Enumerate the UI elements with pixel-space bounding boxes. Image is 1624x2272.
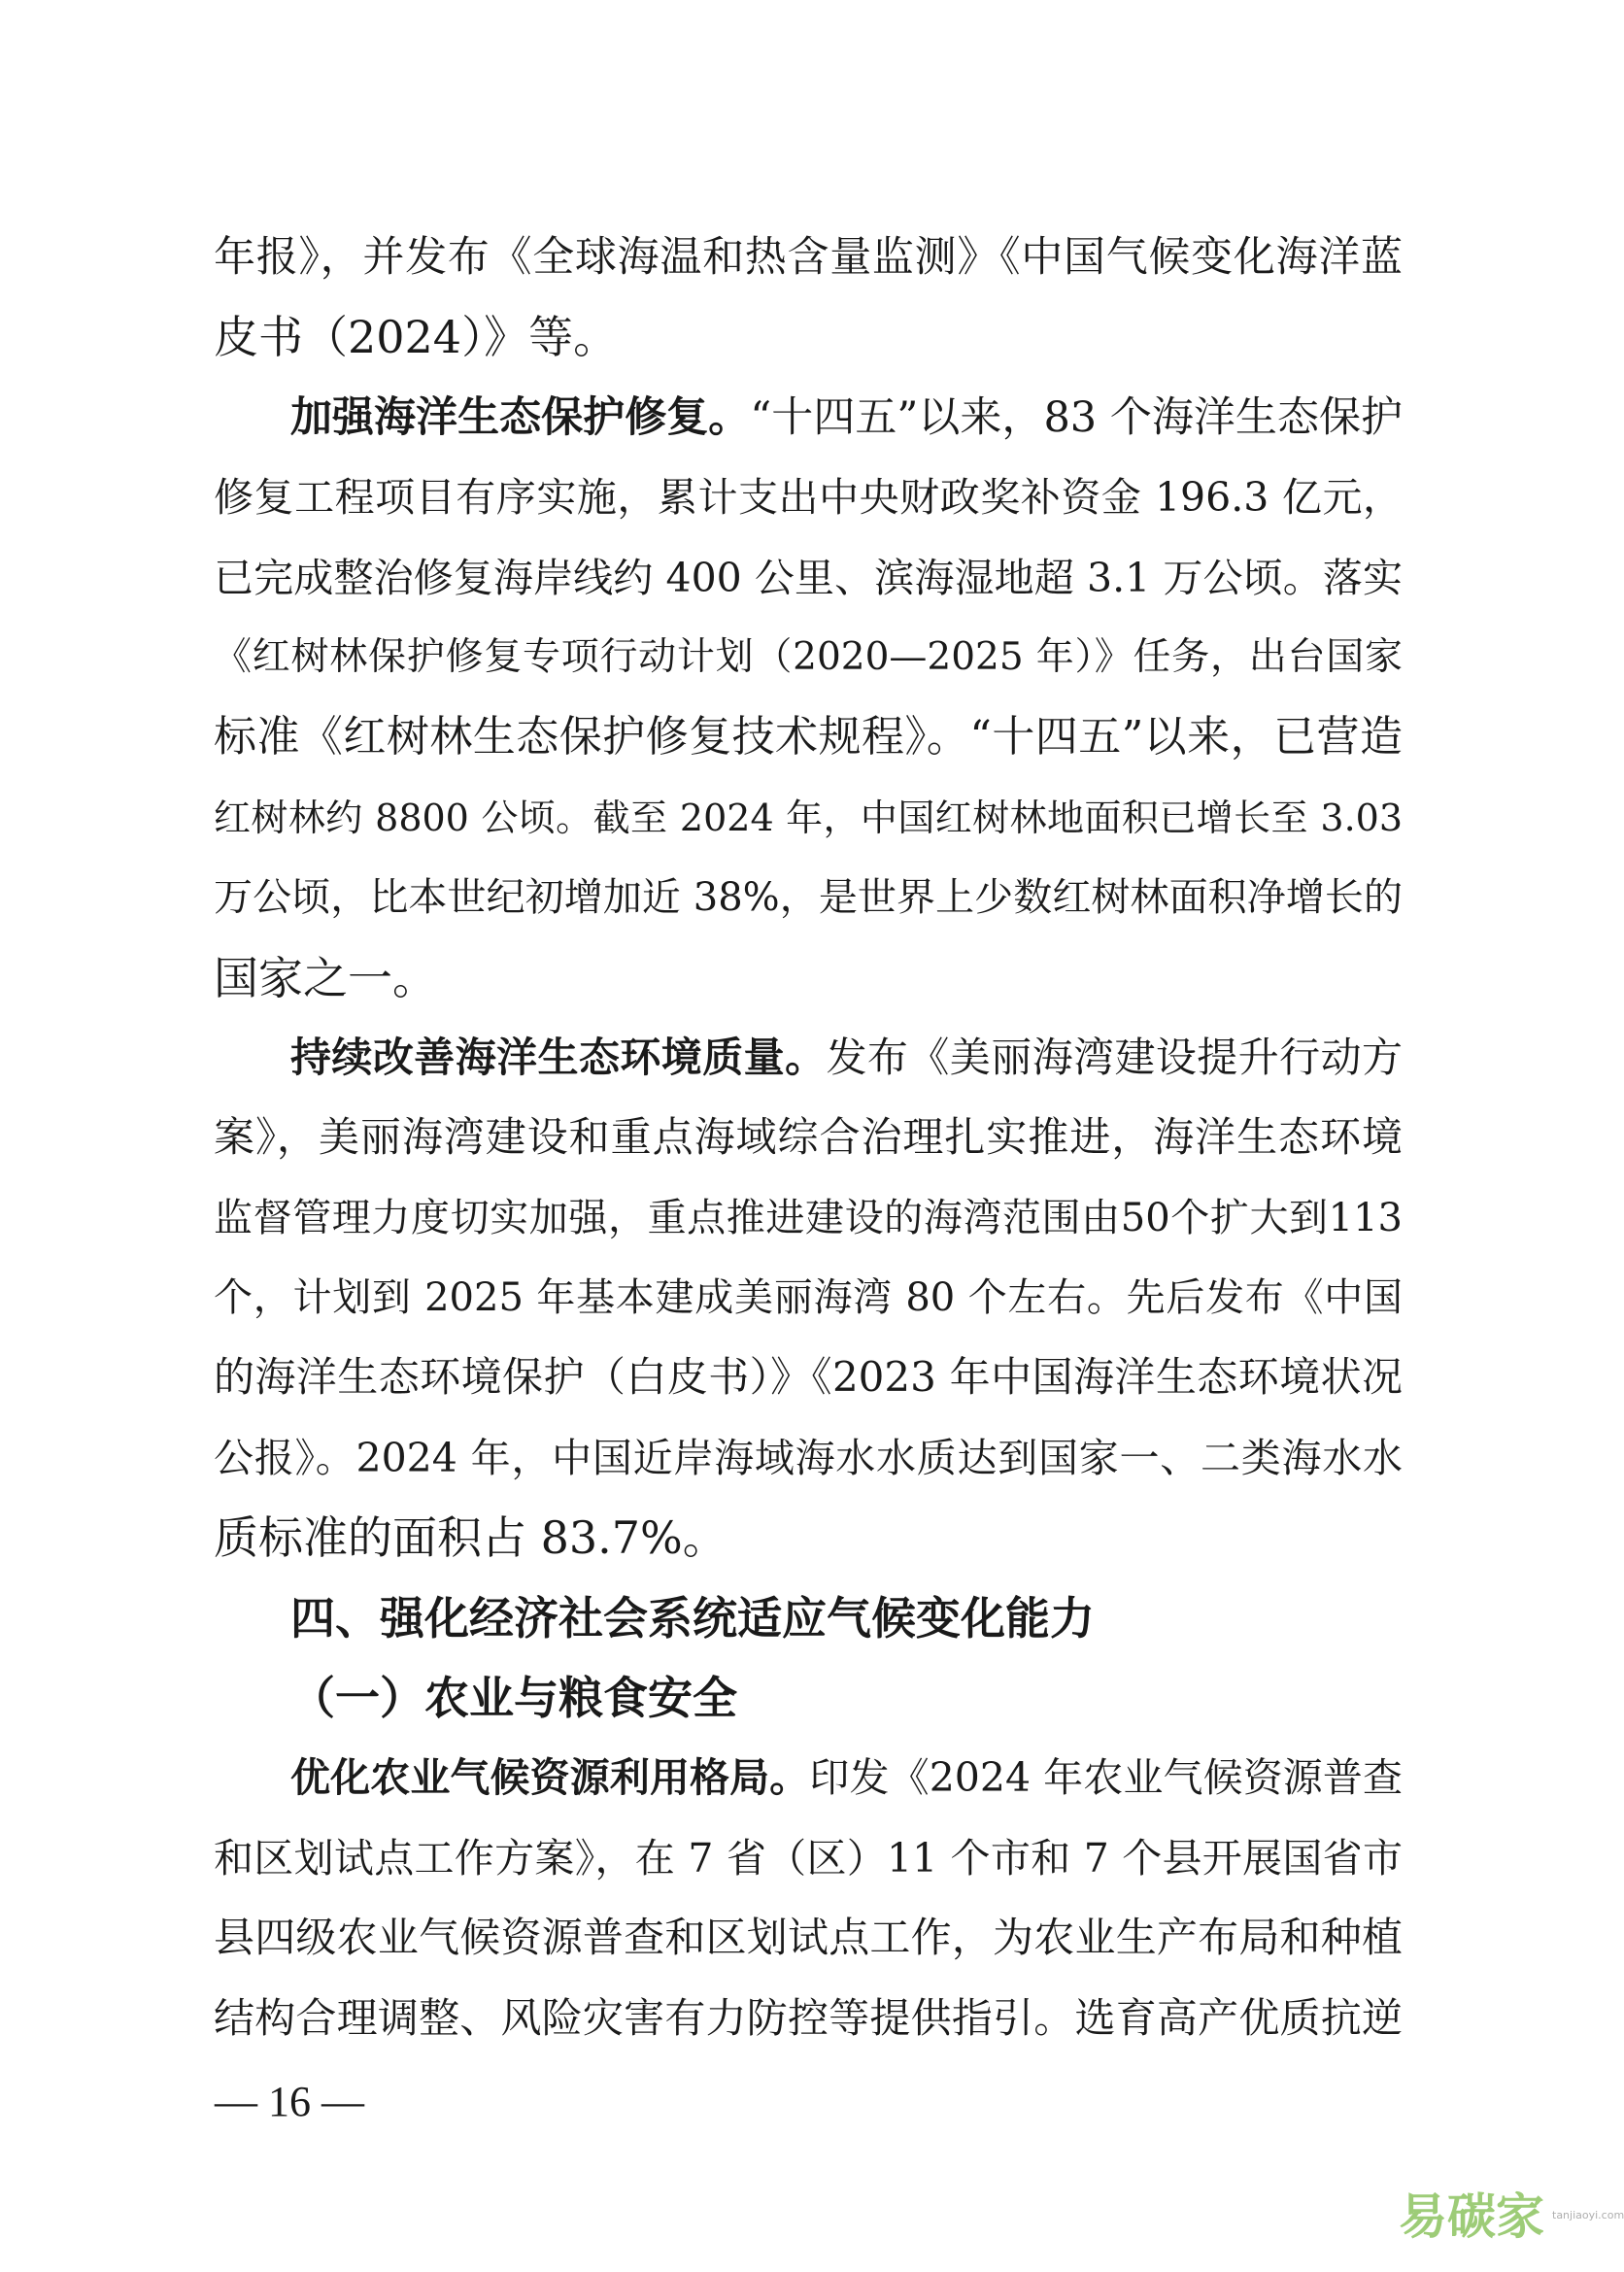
text-line: 公报》。2024 年，中国近岸海域海水水质达到国家一、二类海水水 [214,1434,1403,1481]
text-line: 《红树林保护修复专项行动计划（2020—2025 年）》任务，出台国家 [214,634,1403,679]
text-line-content: 发布《美丽海湾建设提升行动方 [826,1033,1403,1081]
text-line: 修复工程项目有序实施，累计支出中央财政奖补资金 196.3 亿元， [214,474,1403,522]
text-line: 红树林约 8800 公顷。截至 2024 年，中国红树林地面积已增长至 3.03 [214,796,1403,839]
text-line: 标准《红树林生态保护修复技术规程》。“十四五”以来，已营造 [214,712,1403,763]
text-line: 和区划试点工作方案》，在 7 省（区）11 个市和 7 个县开展国省市 [214,1834,1403,1882]
watermark-logo [1399,2187,1624,2252]
text-line-content: “十四五”以来，83 个海洋生态保护 [750,392,1404,442]
text-line: 年报》，并发布《全球海温和热含量监测》《中国气候变化海洋蓝 [214,233,1403,282]
paragraph-first-line [290,1018,1403,1098]
watermark-brand: 易碳家 [1399,2188,1544,2245]
text-line-content: 印发《2024 年农业气候资源普查 [809,1754,1404,1802]
text-line: 国家之一。 [214,951,437,1004]
paragraph-lead: 优化农业气候资源利用格局。 [290,1754,810,1802]
subsection-heading: （一）农业与粮食安全 [290,1672,737,1725]
text-line: 已完成整治修复海岸线约 400 公里、滨海湿地超 3.1 万公顷。落实 [214,554,1403,601]
section-heading: 四、强化经济社会系统适应气候变化能力 [290,1591,1095,1645]
text-line: 结构合理调整、风险灾害有力防控等提供指引。选育高产优质抗逆 [214,1993,1403,2042]
watermark-domain: tanjiaoyi.com [1552,2209,1624,2221]
text-line: 质标准的面积占 83.7%。 [214,1511,727,1565]
paragraph-first-line [290,378,1403,458]
text-line: 县四级农业气候资源普查和区划试点工作，为农业生产布局和种植 [214,1914,1403,1962]
text-line: 皮书（2024）》等。 [214,311,619,364]
text-line: 案》，美丽海湾建设和重点海域综合治理扎实推进，海洋生态环境 [214,1113,1403,1162]
text-line: 监督管理力度切实加强，重点推进建设的海湾范围由50个扩大到113 [214,1195,1403,1240]
text-line: 个，计划到 2025 年基本建成美丽海湾 80 个左右。先后发布《中国 [214,1275,1403,1321]
page-number: — 16 — [215,2078,364,2125]
paragraph-first-line [290,1738,1403,1817]
text-line: 的海洋生态环境保护（白皮书）》《2023 年中国海洋生态环境状况 [214,1353,1403,1402]
paragraph-lead: 加强海洋生态保护修复。 [290,392,751,442]
document-body [214,218,1403,2058]
text-line: 万公顷，比本世纪初增加近 38%，是世界上少数红树林面积净增长的 [214,875,1403,921]
paragraph-lead: 持续改善海洋生态环境质量。 [290,1033,827,1081]
